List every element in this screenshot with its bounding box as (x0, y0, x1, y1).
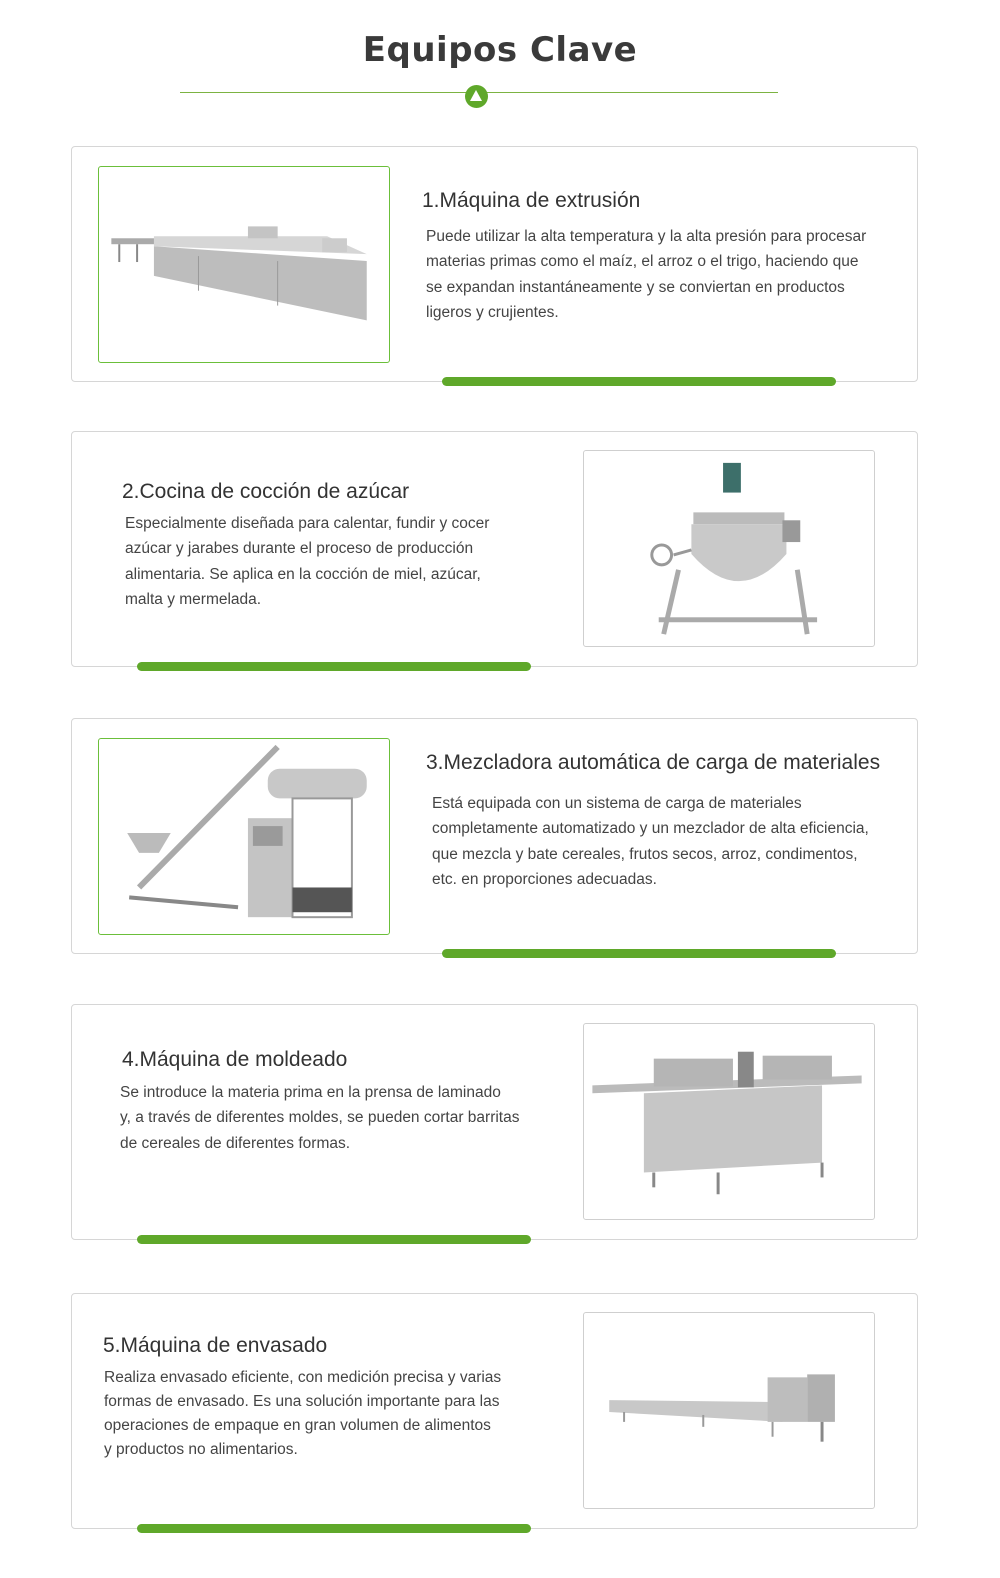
equipment-card-4 (71, 1004, 918, 1240)
item-description (426, 224, 866, 325)
item-description (432, 791, 869, 892)
item-description (104, 1366, 501, 1462)
equipment-card-5 (71, 1293, 918, 1529)
description-line: formas de envasado. Es una solución importante para las (104, 1393, 500, 1410)
accent-bar (137, 662, 531, 671)
mixer-image (98, 738, 390, 935)
accent-bar (137, 1524, 531, 1533)
extrusion-machine-image (98, 166, 390, 363)
description-line: Realiza envasado eficiente, con medición precisa y varias (104, 1369, 502, 1386)
accent-bar (137, 1235, 531, 1244)
equipment-card-3 (71, 718, 918, 954)
equipment-card-1 (71, 146, 918, 382)
triangle-up-icon (465, 85, 488, 108)
item-title: 4.Máquina de moldeado (122, 1048, 348, 1071)
description-line: materias primas como el maíz, el arroz o el trigo, haciendo que (426, 253, 859, 271)
item-title: 2.Cocina de cocción de azúcar (122, 480, 410, 503)
description-line: operaciones de empaque en gran volumen de alimentos (104, 1417, 491, 1434)
description-line: Está equipada con un sistema de carga de materiales (432, 795, 802, 812)
description-line: etc. en proporciones adecuadas. (432, 870, 657, 888)
item-description (120, 1080, 519, 1156)
description-line: y productos no alimentarios. (104, 1441, 298, 1458)
description-line: alimentaria. Se aplica en la cocción de miel, azúcar, (125, 565, 481, 583)
description-line: completamente automatizado y un mezclador de alta eficiencia, (432, 820, 869, 838)
description-line: Puede utilizar la alta temperatura y la alta presión para procesar (426, 228, 867, 245)
description-line: Se introduce la materia prima en la prensa de laminado (120, 1084, 501, 1101)
molding-machine-image (583, 1023, 875, 1220)
item-description (125, 511, 489, 612)
description-line: se expandan instantáneamente y se conviertan en productos (426, 278, 845, 296)
description-line: y, a través de diferentes moldes, se pueden cortar barritas (120, 1109, 520, 1127)
description-line: Especialmente diseñada para calentar, fundir y cocer (125, 515, 490, 532)
item-title: 5.Máquina de envasado (103, 1334, 328, 1357)
packaging-machine-image (583, 1312, 875, 1509)
sugar-cooker-image (583, 450, 875, 647)
description-line: azúcar y jarabes durante el proceso de producción (125, 540, 474, 558)
description-line: que mezcla y bate cereales, frutos secos, arroz, condimentos, (432, 845, 858, 863)
description-line: ligeros y crujientes. (426, 303, 559, 321)
accent-bar (442, 949, 836, 958)
description-line: de cereales de diferentes formas. (120, 1134, 351, 1152)
item-title: 1.Máquina de extrusión (422, 189, 641, 212)
description-line: malta y mermelada. (125, 590, 262, 608)
page-title: Equipos Clave (362, 30, 638, 70)
equipment-card-2 (71, 431, 918, 667)
item-title: 3.Mezcladora automática de carga de materiales (426, 751, 881, 774)
accent-bar (442, 377, 836, 386)
